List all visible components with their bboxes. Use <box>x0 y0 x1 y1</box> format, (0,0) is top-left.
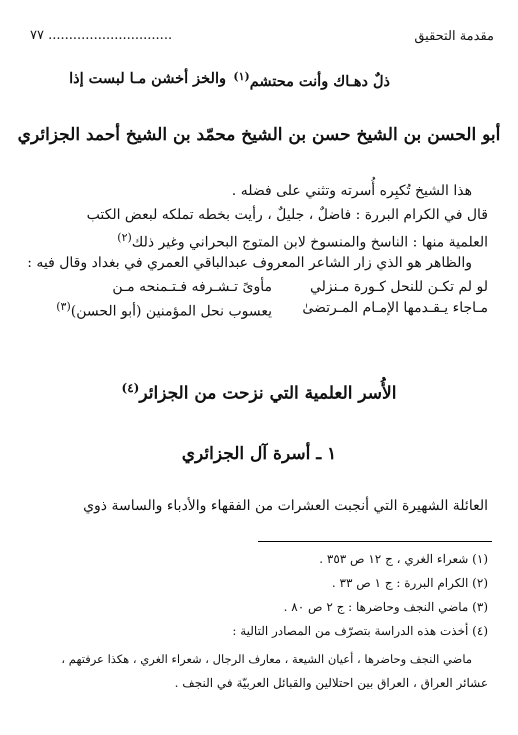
footnote-marker: (٢) <box>117 231 132 244</box>
verse-line-left: مأوىً تـشـرفه فـتـمنحه مـن <box>112 279 272 295</box>
footnote-marker: (٤) <box>121 381 140 395</box>
running-header <box>414 29 494 44</box>
footnote: (٢) الكرام البررة : ج ١ ص ٣٣ . <box>331 576 488 590</box>
footnote-continuation: ماضي النجف وحاضرها ، أعيان الشيعة ، معارف الرجال ، شعراء الغري ، هكذا عرفتهم ، <box>61 652 472 666</box>
heading-person: أبو الحسن بن الشيخ حسن بن الشيخ محمّد بن الشيخ أحمد الجزائري <box>17 125 501 145</box>
verse-top-left: ذلٌ دهـاك وأنت محتشم$^{(١)}$ <box>233 70 390 90</box>
heading-families: الأُسر العلمية التي نزحت من الجزائر$^{(٤)}$ <box>121 381 397 404</box>
footnote-continuation: عشائر العراق ، العراق بين احتلالين والقبائل العربيّة في النجف . <box>174 676 488 690</box>
paragraph-line: قال في الكرام البررة : فاضلٌ ، جليلٌ ، رأيت بخطه تملكه لبعض الكتب <box>86 207 488 223</box>
header-leader <box>30 28 172 43</box>
verse-line-right: لو لم تكـن للنحل كـورة مـنزلي <box>309 279 488 295</box>
footnote-rule <box>258 541 492 542</box>
verse-top-right: والخز أخشن مـا لبست إذا <box>69 70 226 87</box>
footnote-marker: (٣) <box>56 300 71 313</box>
footnote: (٤) أخذت هذه الدراسة بتصرّف من المصادر التالية : <box>232 624 488 638</box>
header-dots: .............................. <box>48 28 173 43</box>
verse-line-left: يعسوب نحل المؤمنين (أبو الحسن)$^{(٣)}$ <box>56 300 272 320</box>
footnote: (٣) ماضي النجف وحاضرها : ج ٢ ص ٨٠ . <box>283 600 488 614</box>
header-title: مقدمة التحقيق <box>414 29 494 44</box>
paragraph-line: هذا الشيخ تُكبِره أُسرته وتثني على فضله . <box>231 183 472 199</box>
paragraph-line: العائلة الشهيرة التي أنجبت العشرات من الفقهاء والأدباء والساسة ذوي <box>83 498 488 514</box>
verse-line-right: مـاجاء يـقـدمها الإمـام المـرتضىٰ <box>302 300 488 316</box>
footnote: (١) شعراء الغري ، ج ١٢ ص ٣٥٣ . <box>319 552 488 566</box>
paragraph-line: العلمية منها : الناسخ والمنسوخ لابن المتوج البحراني وغير ذلك$^{(٢)}$ <box>117 231 488 251</box>
footnote-marker: (١) <box>233 70 250 83</box>
heading-family-1: ١ ـ أسرة آل الجزائري <box>181 444 337 464</box>
paragraph-line: والظاهر هو الذي زار الشاعر المعروف عبدالباقي العمري في بغداد وقال فيه : <box>27 255 472 271</box>
page-number: ٧٧ <box>30 28 44 43</box>
